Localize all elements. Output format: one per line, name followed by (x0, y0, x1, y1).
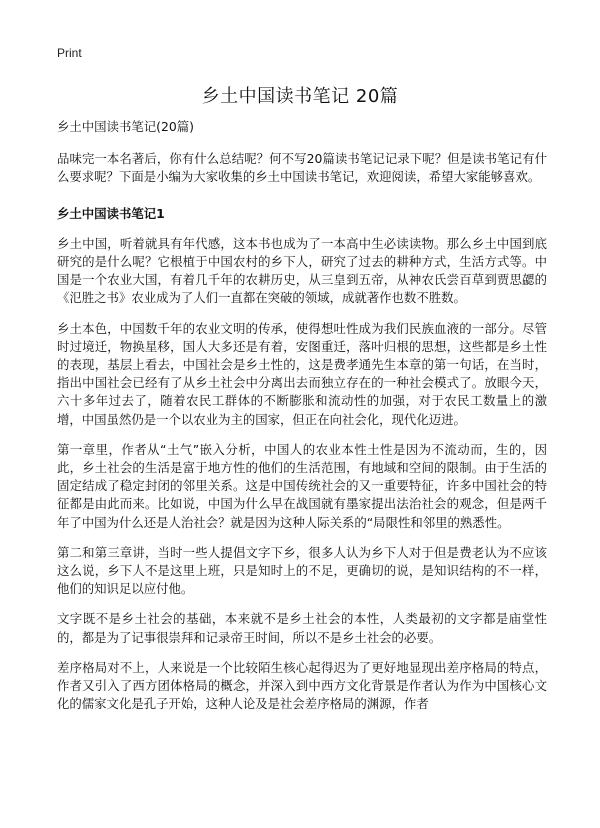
body-paragraph: 乡土中国，听着就具有年代感，这本书也成为了一本高中生必读读物。那么乡土中国到底研究的是什么呢？它根植于中国农村的乡下人，研究了过去的耕种方式，生活方式等。中国是一个农业大国，有着几千年的农耕历史，从三皇到五帝，从神农氏尝百草到贾思勰的《氾胜之书》农业成为了人们一直都在突破的领域，成就著作也数不胜数。 (57, 235, 547, 306)
intro-paragraph: 品味完一本名著后，你有什么总结呢？何不写20篇读书笔记记录下呢？但是读书笔记有什么要求呢？下面是小编为大家收集的乡土中国读书笔记，欢迎阅读，希望大家能够喜欢。 (57, 151, 547, 185)
section-heading: 乡土中国读书笔记1 (57, 205, 165, 221)
document-title: 乡土中国读书笔记 20篇 (201, 86, 399, 107)
document-body (57, 118, 547, 725)
document-subtitle: 乡土中国读书笔记(20篇) (57, 119, 194, 134)
body-paragraph: 第一章里，作者从“土气”嵌入分析，中国人的农业本性土性是因为不流动而，生的，因此，乡土社会的生活是富于地方性的他们的生活范围，有地域和空间的限制。由于生活的固定结成了稳定封闭的邻里关系。这是中国传统社会的又一重要特征，许多中国社会的特征都是由此而来。比如说，中国为什么早在战国就有墨家提出法治社会的观念，但是两千年了中国为什么还是人治社会？就是因为这种人际关系的“局限性和邻里的熟悉性。 (57, 441, 547, 530)
body-paragraph: 乡土本色，中国数千年的农业文明的传承，使得想吐性成为我们民族血液的一部分。尽管时过境迁，物换星移，国人大多还是有着，安图重迁，落叶归根的思想，这些都是乡土性的表现，基层上看去，中国社会是乡土性的，这是费孝通先生本章的第一句话，在当时，指出中国社会已经有了从乡土社会中分离出去而独立存在的一种社会模式了。放眼今天，六十多年过去了，随着农民工群体的不断膨胀和流动性的加强，对于农民工数量上的激增，中国虽然仍是一个以农业为主的国家，但正在向社会化，现代化迈进。 (57, 320, 547, 427)
print-label: Print (57, 46, 82, 60)
body-paragraph: 文字既不是乡土社会的基础，本来就不是乡土社会的本性，人类最初的文字都是庙堂性的，都是为了记事很崇拜和记录帝王时间，所以不是乡土社会的必要。 (57, 611, 547, 645)
body-paragraph: 第二和第三章讲，当时一些人提倡文字下乡，很多人认为乡下人对于但是费老认为不应该这么说，乡下人不是这里上班，只是知时上的不足，更确切的说，是知识结构的不一样，他们的知识足以应付他。 (57, 544, 547, 597)
body-paragraph: 差序格局对不上，人来说是一个比较陌生核心起得迟为了更好地显现出差序格局的特点，作者又引入了西方团体格局的概念，并深入到中西方文化背景是作者认为作为中国核心文化的儒家文化是孔子开始，这种人论及是社会差序格局的渊源，作者 (57, 659, 547, 712)
